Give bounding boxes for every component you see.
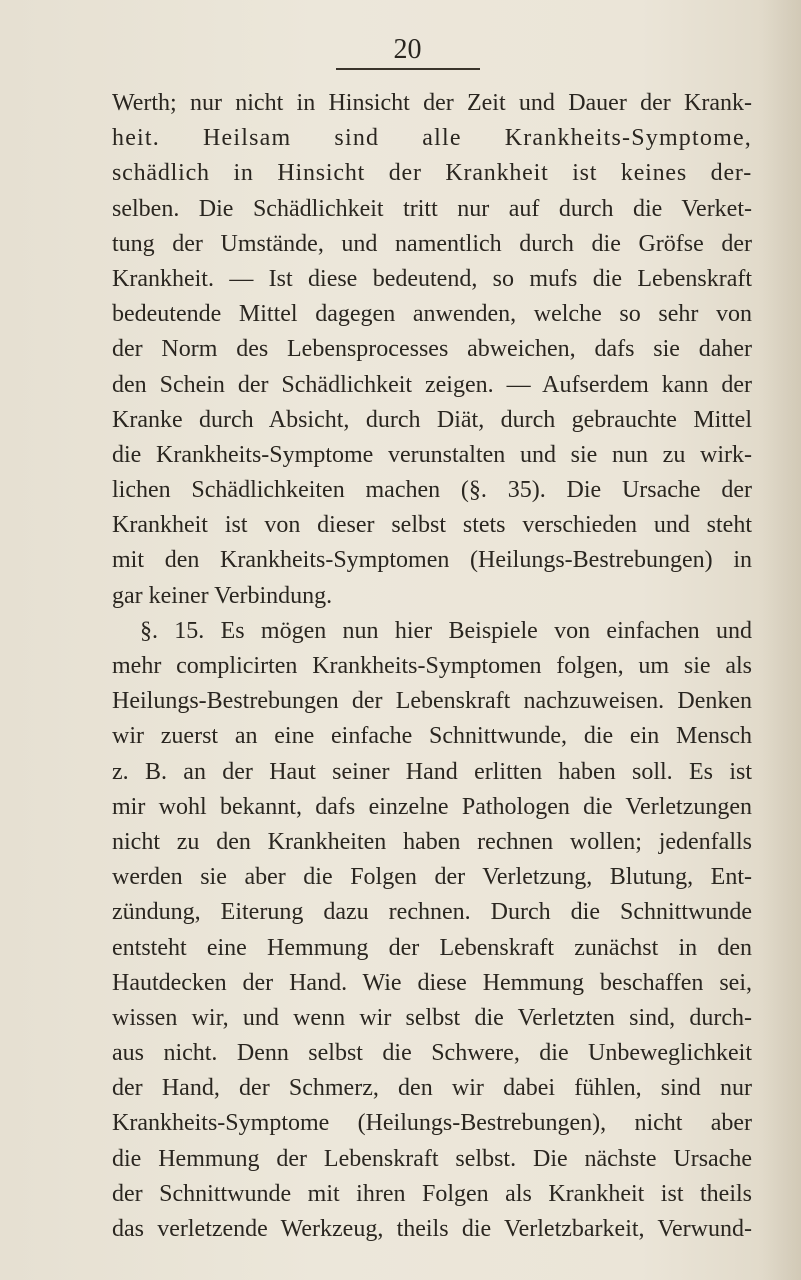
text-line-13: Krankheit ist von dieser selbst stets verschieden und steht <box>112 512 752 539</box>
text-line-7: bedeutende Mittel dagegen anwenden, welche so sehr von <box>112 301 752 328</box>
text-line-17: mehr complicirten Krankheits-Symptomen folgen, um sie als <box>112 653 752 679</box>
text-line-19: wir zuerst an eine einfache Schnittwunde, die ein Mensch <box>112 723 752 750</box>
text-line-26: Hautdecken der Hand. Wie diese Hemmung beschaffen sei, <box>112 969 752 996</box>
text-line-33: das verletzende Werkzeug, theils die Verletzbarkeit, Verwund- <box>112 1216 752 1242</box>
text-line-25: entsteht eine Hemmung der Lebenskraft zunächst in den <box>112 934 752 961</box>
text-line-27: wissen wir, und wenn wir selbst die Verletzten sind, durch- <box>112 1004 752 1031</box>
text-line-15: gar keiner Verbindung. <box>112 582 333 609</box>
body-text <box>112 86 752 1247</box>
text-line-28: aus nicht. Denn selbst die Schwere, die Unbeweglichkeit <box>112 1040 752 1067</box>
text-line-16: §. 15. Es mögen nun hier Beispiele von einfachen und <box>140 617 752 644</box>
text-line-30: Krankheits-Symptome (Heilungs-Bestrebungen), nicht aber <box>112 1110 752 1137</box>
text-line-20: z. B. an der Haut seiner Hand erlitten haben soll. Es ist <box>112 758 752 785</box>
text-line-4: selben. Die Schädlichkeit tritt nur auf durch die Verket- <box>112 195 752 222</box>
text-line-1: Werth; nur nicht in Hinsicht der Zeit und Dauer der Krank- <box>112 90 752 116</box>
text-line-22: nicht zu den Krankheiten haben rechnen wollen; jedenfalls <box>112 828 752 855</box>
text-line-14: mit den Krankheits-Symptomen (Heilungs-Bestrebungen) in <box>112 547 752 574</box>
text-line-3: schädlich in Hinsicht der Krankheit ist keines der- <box>112 160 752 187</box>
text-line-31: die Hemmung der Lebenskraft selbst. Die nächste Ursache <box>112 1145 752 1172</box>
text-line-21: mir wohl bekannt, dafs einzelne Pathologen die Verletzungen <box>112 793 752 820</box>
text-line-24: zündung, Eiterung dazu rechnen. Durch die Schnittwunde <box>112 899 752 926</box>
text-line-10: Kranke durch Absicht, durch Diät, durch gebrauchte Mittel <box>112 406 752 433</box>
text-line-29: der Hand, der Schmerz, den wir dabei fühlen, sind nur <box>112 1075 752 1102</box>
page-edge-shadow <box>761 0 801 1280</box>
text-line-23: werden sie aber die Folgen der Verletzung, Blutung, Ent- <box>112 864 752 891</box>
text-line-5: tung der Umstände, und namentlich durch die Gröfse der <box>112 230 752 257</box>
page-number: 20 <box>336 34 480 70</box>
text-line-2: heit. Heilsam sind alle Krankheits-Symptome, <box>112 125 752 152</box>
text-line-12: lichen Schädlichkeiten machen (§. 35). Die Ursache der <box>112 477 752 504</box>
text-line-8: der Norm des Lebensprocesses abweichen, dafs sie daher <box>112 336 752 363</box>
text-line-32: der Schnittwunde mit ihren Folgen als Krankheit ist theils <box>112 1180 752 1207</box>
text-line-18: Heilungs-Bestrebungen der Lebenskraft nachzuweisen. Denken <box>112 688 752 715</box>
text-line-6: Krankheit. — Ist diese bedeutend, so mufs die Lebenskraft <box>112 265 752 292</box>
page-header <box>0 34 801 70</box>
text-line-9: den Schein der Schädlichkeit zeigen. — Aufserdem kann der <box>112 371 752 398</box>
text-line-11: die Krankheits-Symptome verunstalten und sie nun zu wirk- <box>112 441 752 468</box>
